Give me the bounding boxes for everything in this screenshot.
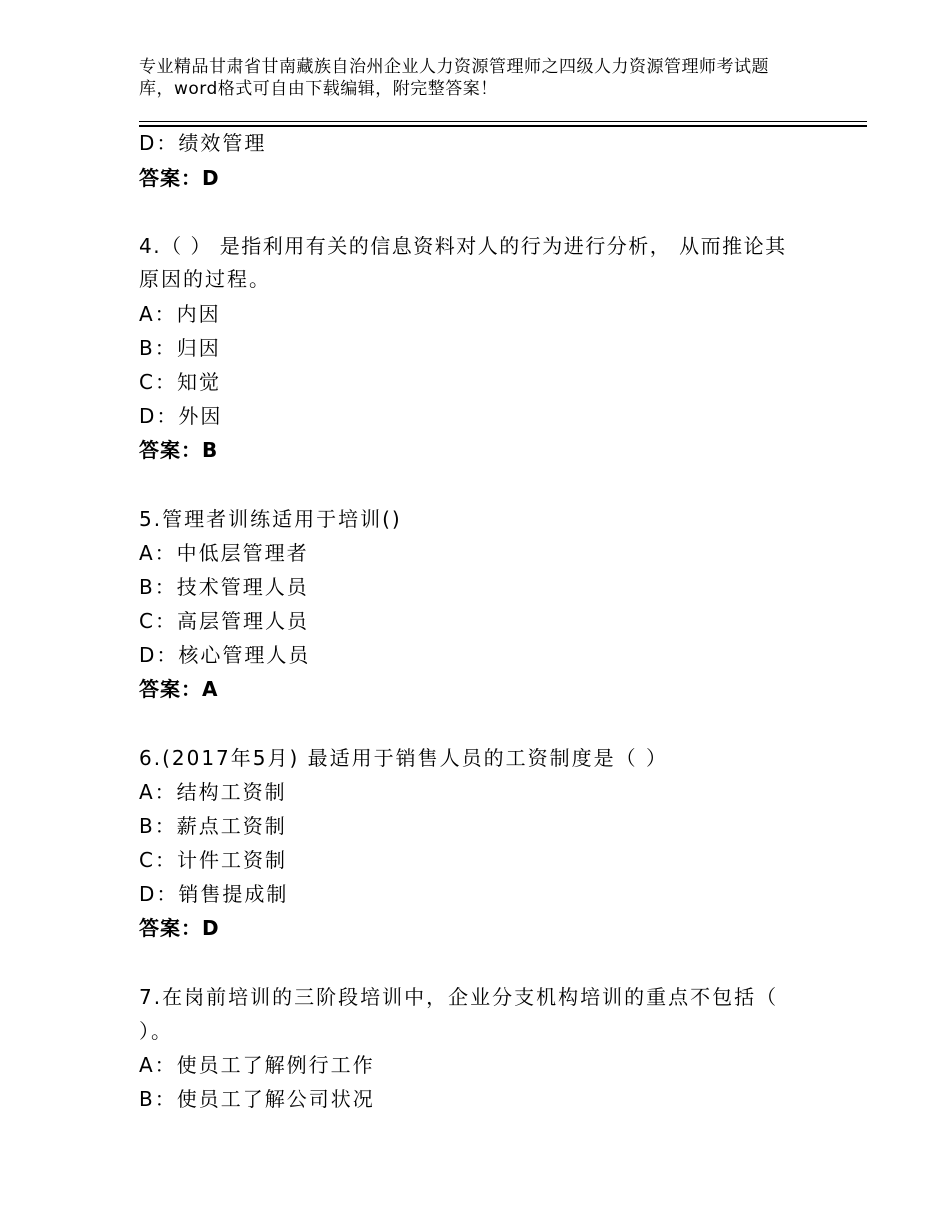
q4-option-b: B：归因 [139, 336, 221, 360]
q6-answer: 答案：D [139, 916, 220, 940]
q4-stem-line2: 原因的过程。 [139, 267, 271, 291]
q5-option-a: A：中低层管理者 [139, 541, 309, 565]
q4-answer: 答案：B [139, 438, 219, 462]
header-line-2: 库，word格式可自由下载编辑，附完整答案！ [139, 79, 498, 99]
q7-option-b: B：使员工了解公司状况 [139, 1087, 375, 1111]
q6-option-d: D：销售提成制 [139, 882, 289, 906]
q3-option-d: D：绩效管理 [139, 131, 267, 155]
q5-option-d: D：核心管理人员 [139, 643, 311, 667]
q6-option-a: A：结构工资制 [139, 780, 287, 804]
q5-answer: 答案：A [139, 677, 219, 701]
q5-stem: 5.管理者训练适用于培训() [139, 507, 402, 531]
q7-option-a: A：使员工了解例行工作 [139, 1053, 375, 1077]
q4-stem-line1: 4.（ ） 是指利用有关的信息资料对人的行为进行分析， 从而推论其 [139, 234, 787, 258]
q7-stem-line1: 7.在岗前培训的三阶段培训中，企业分支机构培训的重点不包括（ [139, 985, 779, 1009]
q4-option-d: D：外因 [139, 404, 223, 428]
q6-option-b: B：薪点工资制 [139, 814, 287, 838]
q7-stem-line2: ）。 [139, 1019, 173, 1043]
q3-answer: 答案：D [139, 166, 220, 190]
q5-option-c: C：高层管理人员 [139, 609, 309, 633]
header-divider-thin [139, 121, 867, 122]
document-header [139, 56, 839, 100]
q4-option-c: C：知觉 [139, 370, 221, 394]
q4-option-a: A：内因 [139, 302, 221, 326]
q6-stem: 6.(2017年5月) 最适用于销售人员的工资制度是（ ） [139, 746, 669, 770]
header-divider-thick [139, 125, 867, 127]
header-line-1: 专业精品甘肃省甘南藏族自治州企业人力资源管理师之四级人力资源管理师考试题 [139, 57, 769, 77]
q6-option-c: C：计件工资制 [139, 848, 287, 872]
q5-option-b: B：技术管理人员 [139, 575, 309, 599]
